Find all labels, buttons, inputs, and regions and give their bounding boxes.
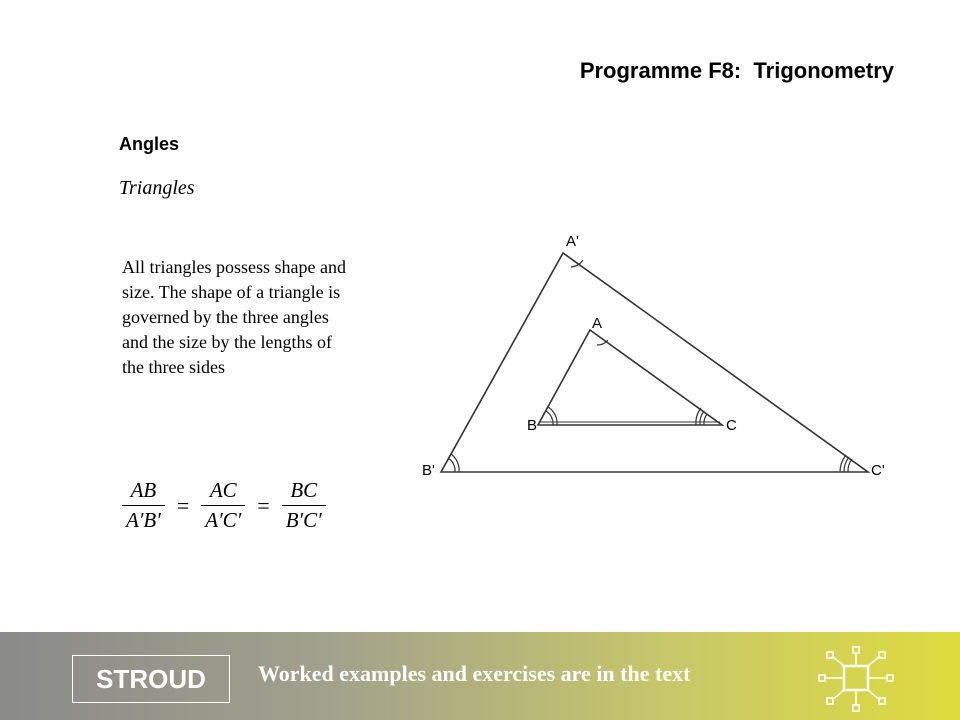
ratio-ab [122,478,165,533]
outer-triangle [441,253,868,472]
label-c-prime: C' [871,462,885,479]
label-c: C [726,417,737,434]
navigation-icon-center-square [844,666,868,690]
inner-triangle [538,330,722,425]
ratio-formula [118,478,330,533]
label-a: A [592,315,603,332]
navigation-icon[interactable] [816,644,896,714]
ratio-ac [201,478,245,533]
label-b-prime: B' [422,462,435,479]
angle-mark-b-2 [546,411,553,425]
ratio-ac-numerator: AC [209,478,237,502]
equals-sign: = [176,492,190,518]
angle-mark-b-prime-2 [448,458,455,472]
section-heading: Angles [119,134,180,154]
ratio-bc-numerator: BC [290,478,318,502]
ratio-bc [282,478,326,533]
stroud-logo: STROUD [72,655,230,703]
angle-mark-c-3 [704,414,707,425]
equals-sign: = [257,492,270,518]
footer-note: Worked examples and exercises are in the text [258,661,691,686]
label-a-prime: A' [566,233,579,250]
ratio-ab-denominator: A′B′ [122,505,165,533]
body-paragraph: All triangles possess shape and size. The shape of a triangle is governed by the three angles and the size by the lengths of the three sides [122,257,346,377]
programme-title: Programme F8: Trigonometry [579,58,894,83]
similar-triangles-diagram [400,215,900,495]
ratio-ac-denominator: A′C′ [201,505,245,533]
section-subheading: Triangles [119,177,195,199]
ratio-bc-denominator: B′C′ [282,505,326,533]
ratio-ab-numerator: AB [130,478,157,502]
label-b: B [527,417,538,434]
